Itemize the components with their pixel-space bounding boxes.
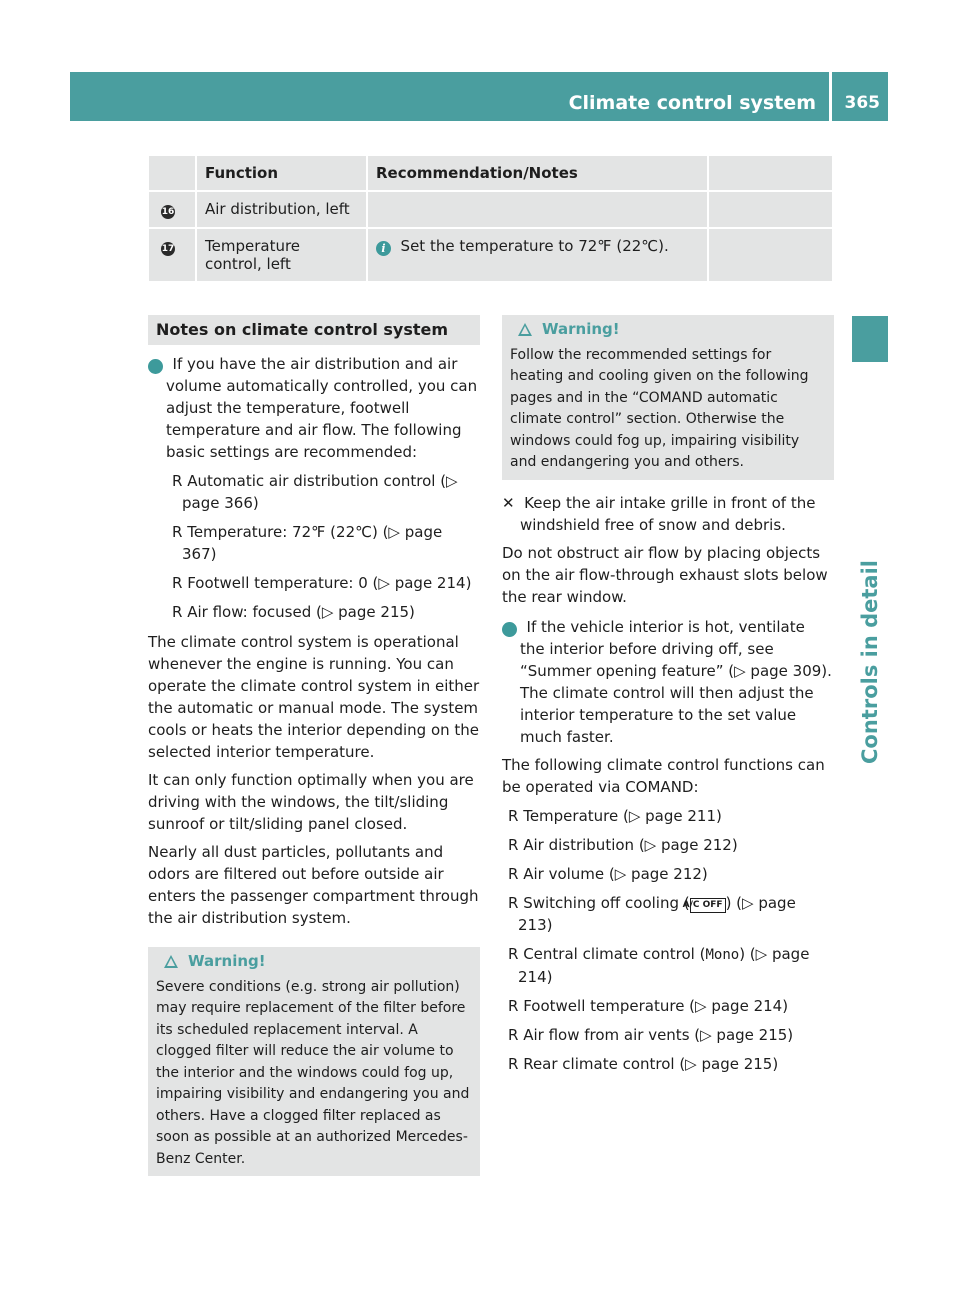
body-paragraph: Do not obstruct air flow by placing objects on the air flow-through exhaust slots below the rear window.	[502, 543, 828, 606]
header-function: Function	[196, 155, 367, 191]
warning-box	[148, 947, 480, 1176]
info-paragraph: i If you have the air distribution and air volume automatically controlled, you can adjust the temperature, footwell temperature and air flow. The following basic settings are recommended:	[144, 355, 478, 461]
table-header-row	[148, 155, 833, 191]
warning-icon	[518, 323, 532, 336]
body-paragraph: Nearly all dust particles, pollutants and odors are filtered out before outside air enters the passenger compartment through the air distribution system.	[148, 843, 479, 927]
warning-title: Warning!	[188, 952, 266, 970]
right-column	[498, 315, 834, 1075]
list-item: R Central climate control (Mono) (▷ page 214)	[508, 944, 810, 986]
list-item: R Footwell temperature: 0 (▷ page 214)	[172, 574, 472, 592]
list-item: R Temperature: 72℉ (22℃) (▷ page 367)	[172, 523, 443, 563]
list-item: R Automatic air distribution control (▷ page 366)	[172, 472, 458, 512]
ac-off-icon: A/C OFF	[690, 898, 726, 913]
section-heading: Notes on climate control system	[148, 315, 480, 345]
header-separator	[829, 72, 832, 121]
instruction-step: ✕ Keep the air intake grille in front of the windshield free of snow and debris.	[502, 493, 816, 534]
body-paragraph: The following climate control functions can be operated via COMAND:	[502, 755, 825, 796]
list-item: R Switching off cooling (A/C OFF ) (▷ page 213)	[508, 893, 796, 934]
note-cell: i Set the temperature to 72℉ (22℃).	[367, 228, 708, 282]
warning-text: Severe conditions (e.g. strong air pollution) may require replacement of the filter before its scheduled replacement interval. A clogged filter will reduce the air volume to the interior and the windows could fog up, impairing visibility and endangering you and others. Have a clogged filter replaced as soon as possible at an authorized Mercedes-Benz Center.	[156, 978, 470, 1167]
info-icon: i	[376, 241, 391, 256]
list-item: R Air flow: focused (▷ page 215)	[172, 603, 415, 621]
function-cell: Air distribution, left	[196, 191, 367, 228]
list-item: R Footwell temperature (▷ page 214)	[508, 996, 789, 1015]
info-icon: i	[502, 622, 517, 637]
list-item: R Air distribution (▷ page 212)	[508, 835, 738, 854]
info-icon: i	[148, 359, 163, 374]
page-number: 365	[844, 93, 880, 113]
callout-number: 17	[161, 244, 175, 254]
body-paragraph: The climate control system is operational whenever the engine is running. You can operate the climate control system in either the automatic or manual mode. The system cools or heats the interior depending on the selected interior temperature.	[148, 633, 480, 761]
warning-text: Follow the recommended settings for heating and cooling given on the following pages and in the “COMAND automatic climate control” section. Otherwise the windows could fog up, impairing visibility and endangering you and others.	[510, 346, 809, 470]
callout-number: 16	[161, 207, 175, 217]
function-cell: Temperature control, left	[196, 228, 367, 282]
header-notes: Recommendation/Notes	[367, 155, 708, 191]
list-item: R Temperature (▷ page 211)	[508, 806, 722, 825]
side-tab-marker	[852, 316, 888, 362]
warning-box	[502, 315, 834, 480]
list-item: R Air volume (▷ page 212)	[508, 864, 708, 883]
note-cell	[367, 191, 708, 228]
list-item: R Air flow from air vents (▷ page 215)	[508, 1025, 794, 1044]
body-paragraph: It can only function optimally when you are driving with the windows, the tilt/sliding sunroof or tilt/sliding panel closed.	[148, 771, 474, 833]
table-row	[148, 191, 833, 228]
table-row	[148, 228, 833, 282]
info-paragraph: i If the vehicle interior is hot, ventilate the interior before driving off, see “Summer opening feature” (▷ page 309). The climate control will then adjust the interior temperature to the set value much faster.	[498, 617, 832, 746]
list-item: R Rear climate control (▷ page 215)	[508, 1054, 779, 1073]
left-column	[144, 315, 480, 1176]
warning-title: Warning!	[542, 320, 620, 338]
header-bar	[70, 72, 888, 121]
function-table	[148, 155, 833, 282]
step-arrow-icon: ✕	[502, 493, 515, 512]
side-label: Controls in detail	[858, 560, 882, 764]
warning-icon	[164, 955, 178, 968]
chapter-title: Climate control system	[568, 92, 816, 114]
